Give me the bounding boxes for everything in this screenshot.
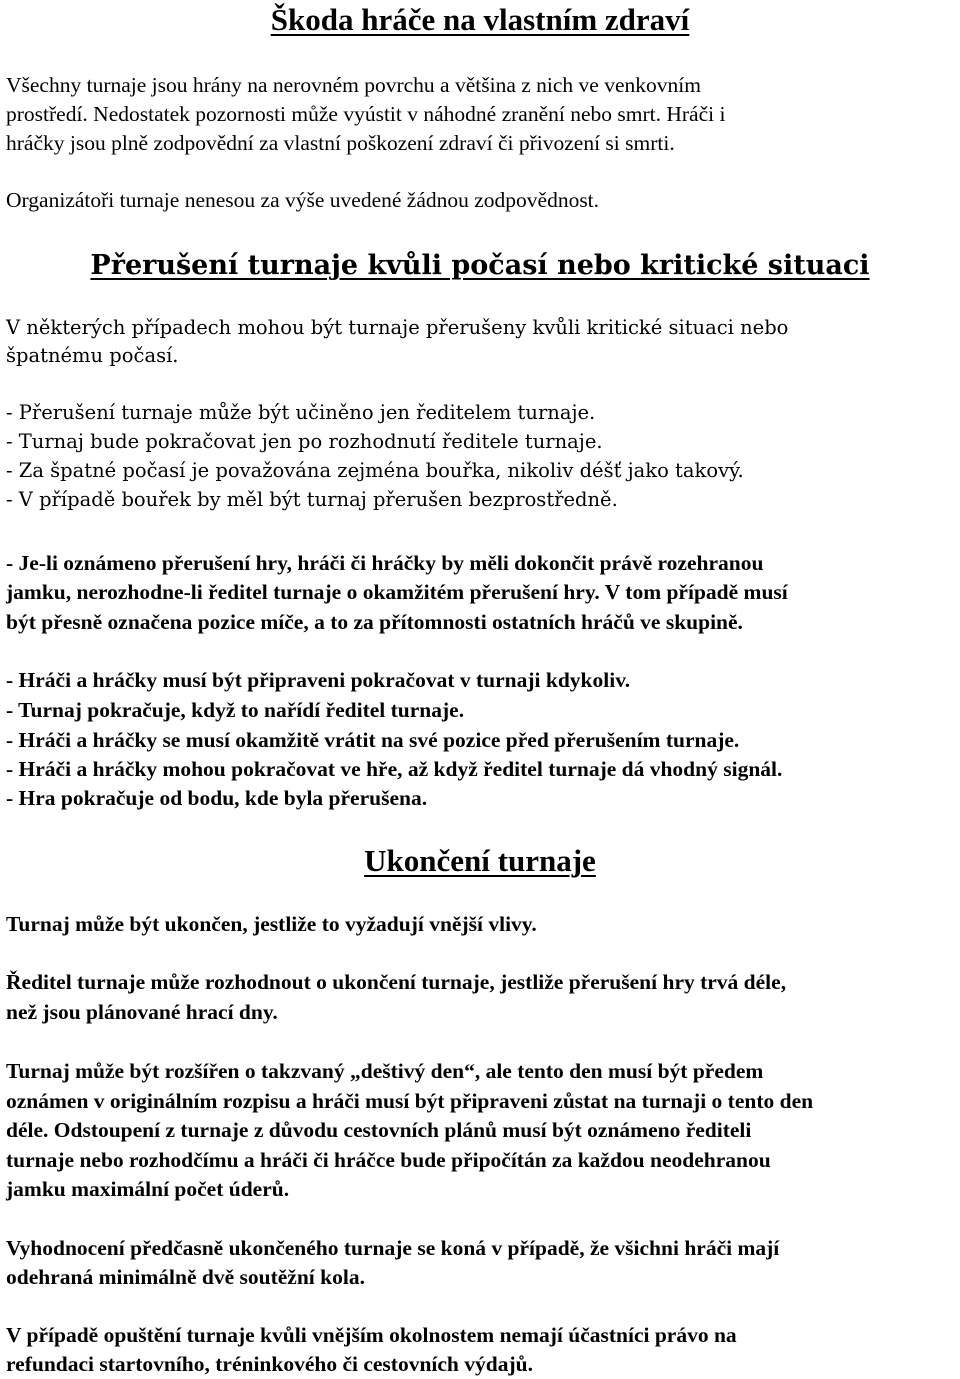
- paragraph-line: oznámen v originálním rozpisu a hráči musí být připraveni zůstat na turnaji o tento den: [6, 1089, 814, 1113]
- paragraph-line: Všechny turnaje jsou hrány na nerovném povrchu a většina z nich ve venkovním: [6, 73, 701, 97]
- heading-interruption: Přerušení turnaje kvůli počasí nebo kritické situaci: [90, 250, 870, 281]
- paragraph-line: Vyhodnocení předčasně ukončeného turnaje se koná v případě, že všichni hráči mají: [6, 1236, 780, 1260]
- paragraph-line: hráčky jsou plně zodpovědní za vlastní poškození zdraví či přivození si smrti.: [6, 131, 675, 155]
- paragraph-line: turnaje nebo rozhodčímu a hráči či hráčce bude připočítán za každou neodehranou: [6, 1148, 771, 1172]
- paragraph-line: jamku, nerozhodne-li ředitel turnaje o okamžitém přerušení hry. V tom případě musí: [6, 580, 788, 604]
- list-item: - Hra pokračuje od bodu, kde byla přerušena.: [6, 786, 428, 810]
- heading-tournament-end: Ukončení turnaje: [364, 843, 596, 878]
- paragraph-line: odehraná minimálně dvě soutěžní kola.: [6, 1265, 365, 1289]
- list-item: - Za špatné počasí je považována zejména bouřka, nikoliv déšť jako takový.: [6, 459, 744, 482]
- paragraph-line: Organizátoři turnaje nenesou za výše uvedené žádnou zodpovědnost.: [6, 188, 600, 212]
- paragraph-line: Turnaj může být ukončen, jestliže to vyžadují vnější vlivy.: [6, 912, 537, 936]
- paragraph-line: déle. Odstoupení z turnaje z důvodu cestovních plánů musí být oznámeno řediteli: [6, 1118, 752, 1142]
- paragraph-line: refundaci startovního, tréninkového či cestovních výdajů.: [6, 1352, 533, 1376]
- paragraph-line: být přesně označena pozice míče, a to za přítomnosti ostatních hráčů ve skupině.: [6, 610, 743, 634]
- paragraph-line: špatnému počasí.: [6, 344, 179, 367]
- paragraph-line: V případě opuštění turnaje kvůli vnějším okolnostem nemají účastníci právo na: [6, 1323, 737, 1347]
- paragraph-line: jamku maximální počet úderů.: [6, 1177, 290, 1201]
- list-item: - Přerušení turnaje může být učiněno jen ředitelem turnaje.: [6, 401, 596, 424]
- list-item: - Turnaj bude pokračovat jen po rozhodnutí ředitele turnaje.: [6, 430, 603, 453]
- paragraph-line: prostředí. Nedostatek pozornosti může vyústit v náhodné zranění nebo smrt. Hráči i: [6, 102, 726, 126]
- paragraph-line: Turnaj může být rozšířen o takzvaný „deštivý den“, ale tento den musí být předem: [6, 1059, 764, 1083]
- list-item: - Hráči a hráčky mohou pokračovat ve hře, až když ředitel turnaje dá vhodný signál.: [6, 757, 783, 781]
- list-item: - V případě bouřek by měl být turnaj přerušen bezprostředně.: [6, 488, 618, 511]
- list-item: - Turnaj pokračuje, když to nařídí ředitel turnaje.: [6, 698, 465, 722]
- paragraph-line: Ředitel turnaje může rozhodnout o ukončení turnaje, jestliže přerušení hry trvá déle,: [6, 970, 787, 994]
- paragraph-line: V některých případech mohou být turnaje přerušeny kvůli kritické situaci nebo: [6, 316, 789, 339]
- list-item: - Hráči a hráčky musí být připraveni pokračovat v turnaji kdykoliv.: [6, 668, 631, 692]
- heading-health-damage: Škoda hráče na vlastním zdraví: [270, 2, 690, 37]
- paragraph-line: než jsou plánované hrací dny.: [6, 1000, 278, 1024]
- list-item: - Hráči a hráčky se musí okamžitě vrátit na své pozice před přerušením turnaje.: [6, 728, 740, 752]
- paragraph-line: - Je-li oznámeno přerušení hry, hráči či hráčky by měli dokončit právě rozehranou: [6, 551, 764, 575]
